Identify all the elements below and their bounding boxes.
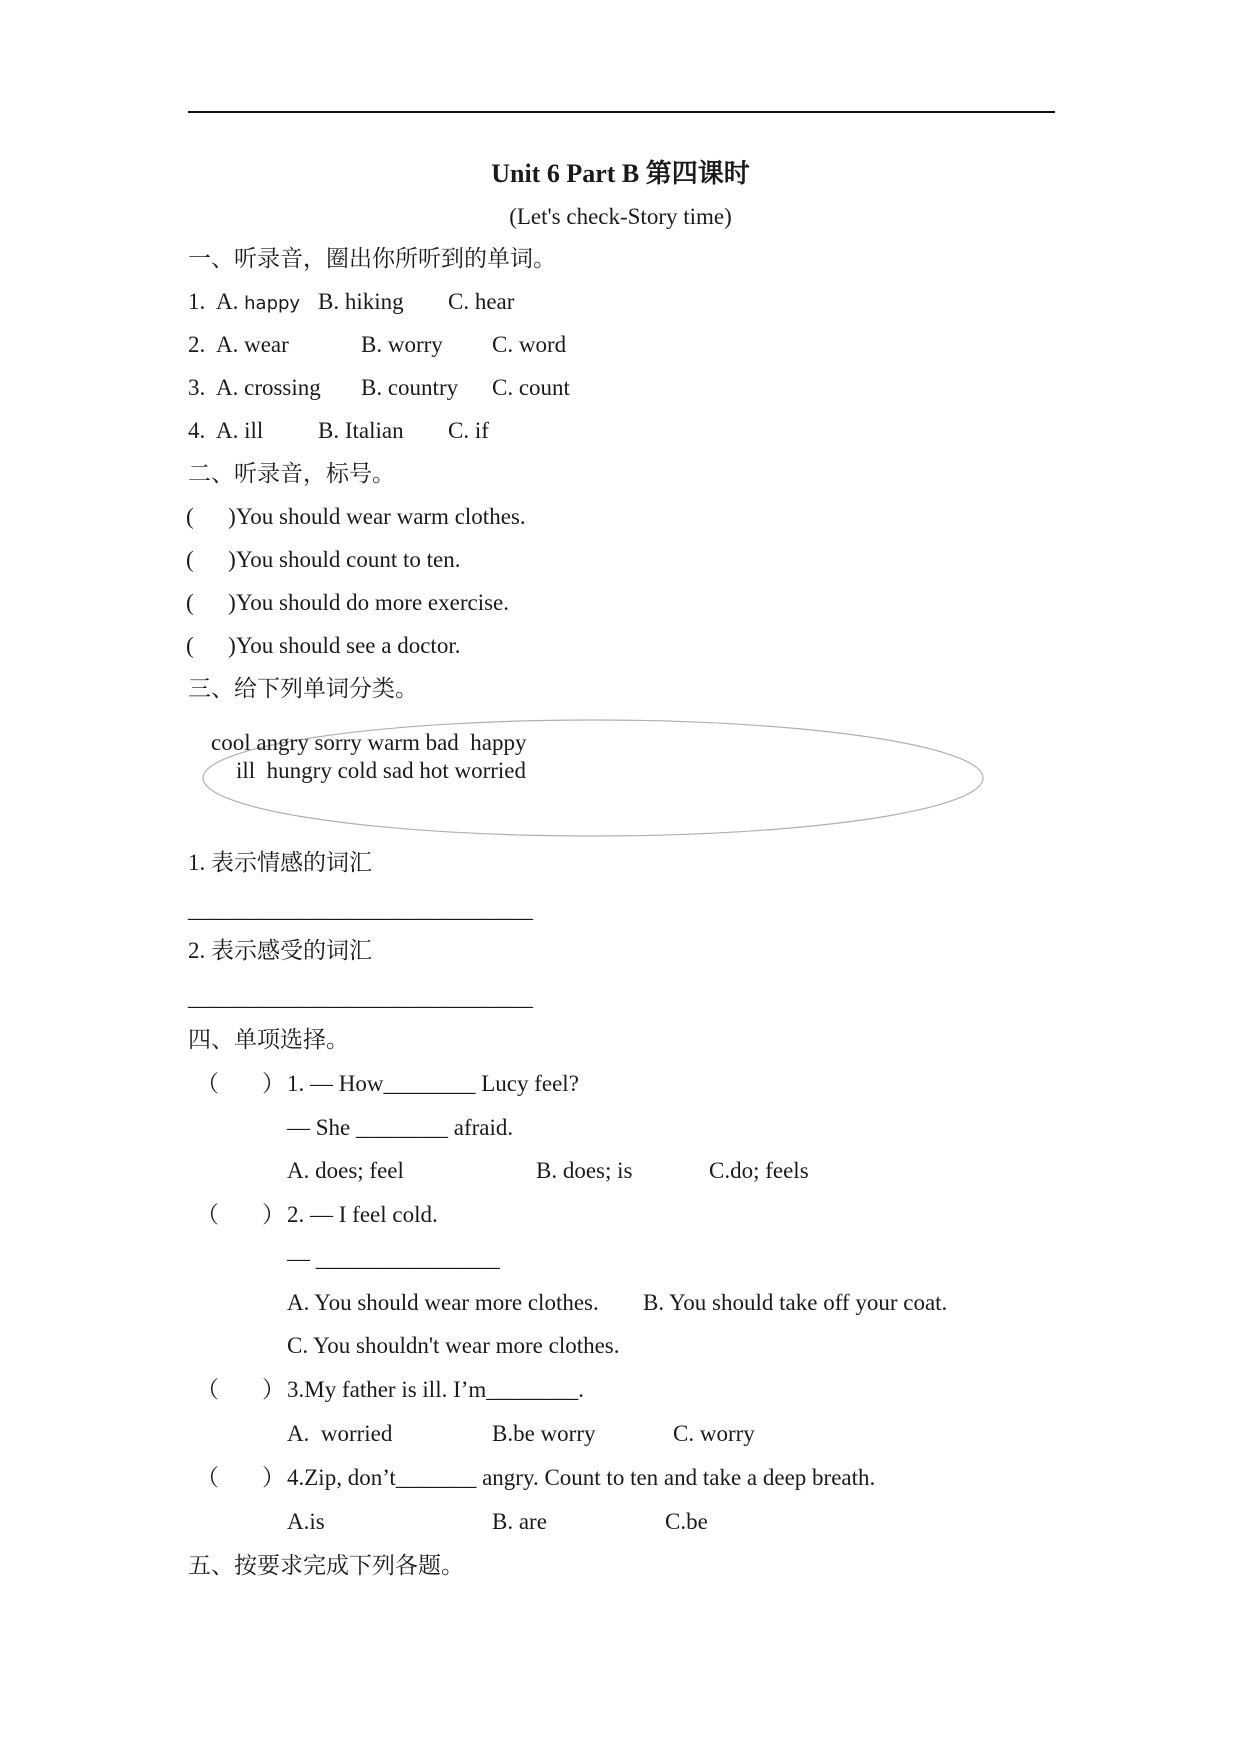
s2-bracket-3[interactable]: ( ) [186,590,236,615]
s1-item1-b: B. hiking [318,289,404,314]
s1-item3-b: B. country [361,375,459,400]
s1-item1-a-word: happy [244,293,301,314]
s3-question-2: 2. 表示感受的词汇 [188,938,372,963]
s1-item4-c: C. if [448,418,489,443]
q2-option-a: A. You should wear more clothes. [287,1290,599,1315]
page-title: Unit 6 Part B 第四课时 [491,159,750,188]
q3-option-b: B.be worry [492,1421,596,1446]
section3-heading: 三、给下列单词分类。 [188,676,418,701]
s1-item2-c: C. word [492,332,567,357]
q2-bracket-open[interactable]: （ [196,1202,219,1227]
s2-item-1: You should wear warm clothes. [236,504,526,529]
s1-item3-c: C. count [492,375,570,400]
q1-option-b: B. does; is [536,1158,633,1183]
section5-heading: 五、按要求完成下列各题。 [188,1553,464,1578]
q2-option-b: B. You should take off your coat. [643,1290,948,1315]
header-rule [188,111,1055,113]
s1-item2-b: B. worry [361,332,443,357]
s1-item4-a: A. ill [216,418,264,443]
s1-item4-b: B. Italian [318,418,404,443]
s1-item2-num: 2. [188,332,206,357]
s1-item2-a: A. wear [216,332,289,357]
q4-option-b: B. are [492,1509,547,1534]
q1-option-c: C.do; feels [709,1158,809,1183]
s1-item1-c: C. hear [448,289,515,314]
section2-heading: 二、听录音，标号。 [188,461,395,486]
q3-bracket-open[interactable]: （ [196,1377,219,1402]
s1-item1-a: A. happy [216,289,301,314]
q2-option-c: C. You shouldn't wear more clothes. [287,1333,620,1358]
s1-item1-num: 1. [188,289,206,314]
q4-option-a: A.is [287,1509,325,1534]
s2-bracket-2[interactable]: ( ) [186,547,236,572]
q1-line1: 1. — How________ Lucy feel? [287,1071,579,1096]
s3-answer-blank-1[interactable]: ______________________________ [188,897,533,922]
s2-item-2: You should count to ten. [236,547,461,572]
section1-heading: 一、听录音，圈出你所听到的单词。 [188,246,556,271]
q4-line1: 4.Zip, don’t_______ angry. Count to ten and take a deep breath. [287,1465,876,1490]
s1-item3-a: A. crossing [216,375,321,400]
s3-answer-blank-2[interactable]: ______________________________ [188,985,533,1010]
word-bank-line1: cool angry sorry warm bad happy [211,730,527,755]
s2-bracket-4[interactable]: ( ) [186,633,236,658]
q4-bracket-open[interactable]: （ [196,1465,219,1490]
q1-line2: — She ________ afraid. [287,1115,514,1140]
q2-line2: — ________________ [287,1246,500,1271]
word-bank-line2: ill hungry cold sad hot worried [236,758,527,783]
s1-item3-num: 3. [188,375,206,400]
q1-bracket-open[interactable]: （ [196,1071,219,1096]
page-subtitle: (Let's check-Story time) [509,204,732,229]
s3-question-1: 1. 表示情感的词汇 [188,850,372,875]
q3-line1: 3.My father is ill. I’m________. [287,1377,585,1402]
q4-option-c: C.be [665,1509,708,1534]
s1-item4-num: 4. [188,418,206,443]
s2-item-3: You should do more exercise. [236,590,509,615]
q3-option-a: A. worried [287,1421,393,1446]
section4-heading: 四、单项选择。 [188,1027,349,1052]
q2-bracket-close: ） [262,1202,285,1227]
q3-bracket-close: ） [262,1377,285,1402]
s2-bracket-1[interactable]: ( ) [186,504,236,529]
s2-item-4: You should see a doctor. [236,633,461,658]
q4-bracket-close: ） [262,1465,285,1490]
q1-bracket-close: ） [262,1071,285,1096]
q2-line1: 2. — I feel cold. [287,1202,438,1227]
q1-option-a: A. does; feel [287,1158,404,1183]
q3-option-c: C. worry [673,1421,755,1446]
